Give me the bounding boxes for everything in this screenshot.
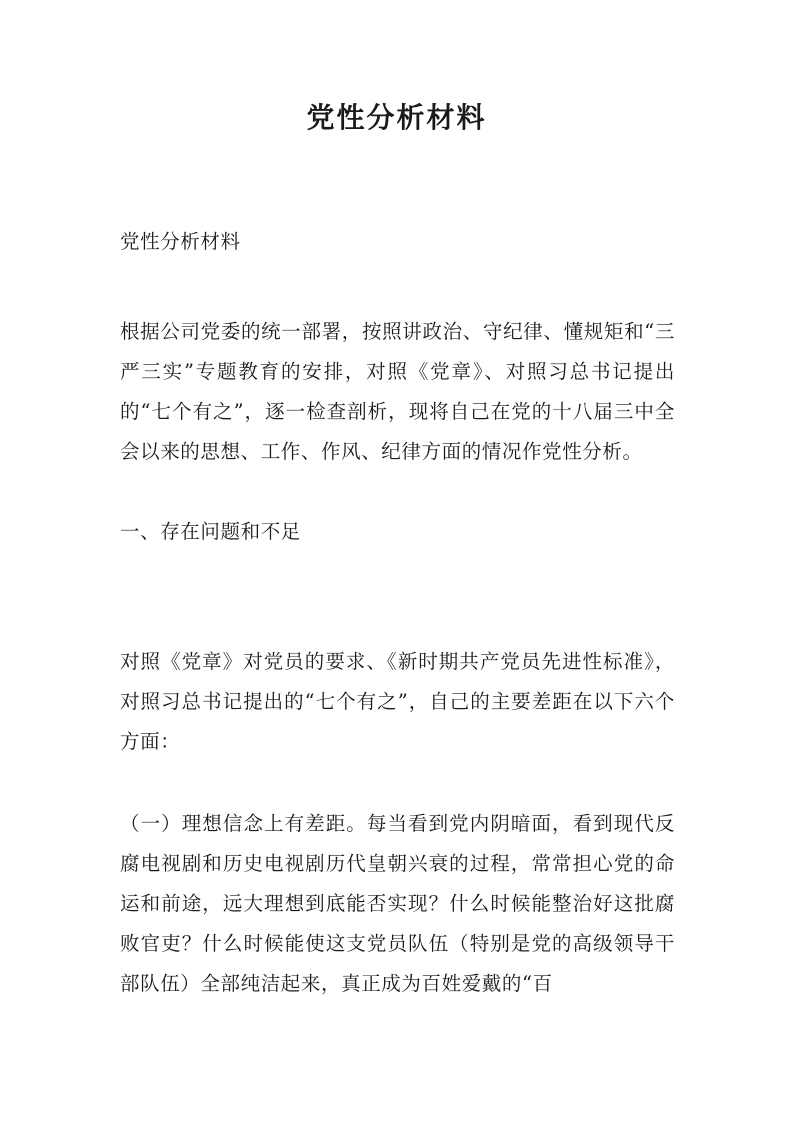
section-heading: 一、存在问题和不足 <box>120 520 301 543</box>
point-one-paragraph: （一）理想信念上有差距。每当看到党内阴暗面，看到现代反腐电视剧和历史电视剧历代皇朝兴衰的过程，常常担心党的命运和前途，远大理想到底能否实现？什么时候能整治好这批腐败官吏？什么时候能使这支党员队伍（特别是党的高级领导干部队伍）全部纯洁起来，真正成为百姓爱戴的“百 <box>120 812 675 995</box>
section-intro-paragraph: 对照《党章》对党员的要求、《新时期共产党员先进性标准》，对照习总书记提出的“七个有之”，自己的主要差距在以下六个方面： <box>120 650 675 753</box>
document-title: 党性分析材料 <box>306 101 487 134</box>
intro-paragraph: 根据公司党委的统一部署，按照讲政治、守纪律、懂规矩和“三严三实”专题教育的安排，对照《党章》、对照习总书记提出的“七个有之”，逐一检查剖析，现将自己在党的十八届三中全会以来的思想、工作、作风、纪律方面的情况作党性分析。 <box>120 320 675 463</box>
subtitle-paragraph: 党性分析材料 <box>120 230 241 253</box>
